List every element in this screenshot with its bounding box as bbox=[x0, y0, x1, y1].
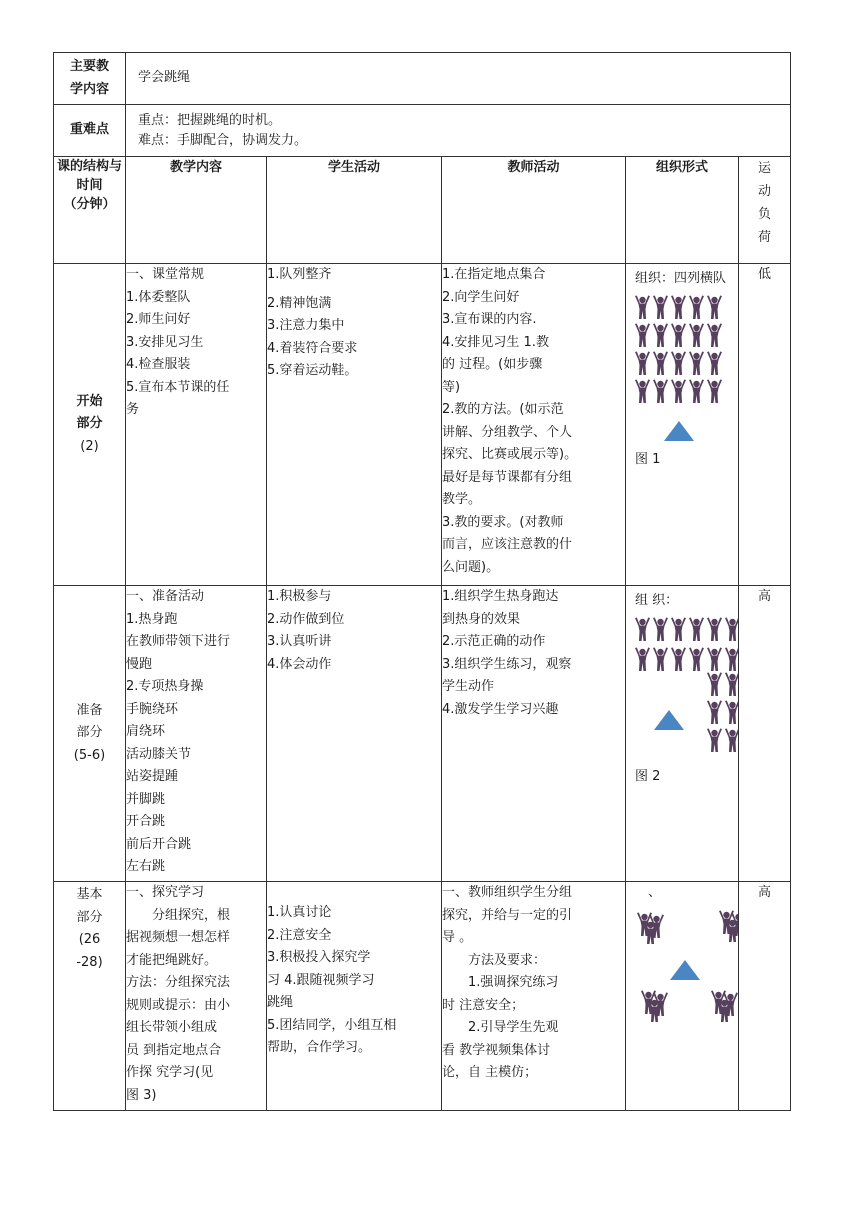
section-name: 开始 部分 (2) bbox=[54, 264, 126, 586]
section-prep-row bbox=[54, 586, 791, 882]
org-label: 组 织： bbox=[635, 593, 679, 608]
student-figure-icon bbox=[670, 617, 687, 642]
student-figure-icon bbox=[670, 295, 687, 320]
student-figure-icon bbox=[670, 323, 687, 348]
student-figure-icon bbox=[688, 323, 705, 348]
student-figure-icon bbox=[688, 295, 705, 320]
formation-diagram-3 bbox=[626, 882, 738, 1109]
key-point: 重点：把握跳绳的时机。 bbox=[138, 112, 282, 128]
section-name: 准备 部分 (5-6) bbox=[54, 586, 126, 882]
org-label: 组织：四列横队 bbox=[635, 271, 727, 286]
student-figure-icon bbox=[688, 617, 705, 642]
student-figure-icon bbox=[724, 728, 739, 753]
header-load: 运 动 负 荷 bbox=[739, 157, 791, 264]
section-basic-row bbox=[54, 882, 791, 1111]
teacher-activity: 1.在指定地点集合 2.向学生问好 3.宣布课的内容. 4.安排见习生 1.教 的 过程。(如步骤 等) 2.教的方法。(如示范 讲解、分组教学、个人 探究、比赛或展示等)。 最好是每节课都有分组 教学。 3.教的要求。(对教师 而言，应该注意教的什 么问题)。 bbox=[442, 264, 626, 586]
student-figure-icon bbox=[670, 351, 687, 376]
difficult-point: 难点：手脚配合，协调发力。 bbox=[138, 132, 308, 148]
student-figure-icon bbox=[724, 918, 739, 943]
exercise-load: 高 bbox=[739, 586, 791, 882]
student-figure-icon bbox=[706, 295, 723, 320]
student-figure-icon bbox=[646, 998, 663, 1023]
figure-caption: 图 1 bbox=[635, 452, 661, 467]
header-structure: 课的结构与 时间 （分钟） bbox=[54, 157, 126, 264]
student-figure-icon bbox=[724, 647, 739, 672]
org-label: 、 bbox=[648, 885, 662, 900]
header-content: 教学内容 bbox=[126, 157, 267, 264]
student-figure-icon bbox=[716, 998, 733, 1023]
student-activity: 1.积极参与 2.动作做到位 3.认真听讲 4.体会动作 bbox=[267, 586, 442, 882]
teacher-activity: 1.组织学生热身跑达 到热身的效果 2.示范正确的动作 3.组织学生练习，观察 学生动作 4.激发学生学习兴趣 bbox=[442, 586, 626, 882]
student-figure-icon bbox=[706, 672, 723, 697]
main-content-row bbox=[54, 53, 791, 105]
teacher-triangle-icon bbox=[654, 710, 684, 730]
student-figure-icon bbox=[634, 647, 651, 672]
student-figure-icon bbox=[652, 647, 669, 672]
teacher-activity: 一、教师组织学生分组 探究，并给与一定的引 导 。 方法及要求： 1.强调探究练习 时 注意安全； 2.引导学生先观 看 教学视频集体讨 论，自 主模仿； bbox=[442, 882, 626, 1111]
teacher-triangle-icon bbox=[664, 421, 694, 441]
teacher-triangle-icon bbox=[670, 960, 700, 980]
formation-diagram-2 bbox=[626, 586, 738, 880]
teaching-content: 一、课堂常规 1.体委整队 2.师生问好 3.安排见习生 4.检查服装 5.宣布本节课的任 务 bbox=[126, 264, 267, 586]
organization-form bbox=[626, 264, 739, 586]
student-figure-icon bbox=[634, 617, 651, 642]
student-figure-icon bbox=[706, 379, 723, 404]
student-figure-icon bbox=[634, 295, 651, 320]
student-figure-icon bbox=[724, 700, 739, 725]
main-content-value: 学会跳绳 bbox=[126, 53, 791, 105]
student-figure-icon bbox=[652, 617, 669, 642]
exercise-load: 低 bbox=[739, 264, 791, 586]
student-figure-icon bbox=[724, 672, 739, 697]
student-figure-icon bbox=[670, 379, 687, 404]
key-points-row bbox=[54, 105, 791, 157]
student-activity: 1.认真讨论 2.注意安全 3.积极投入探究学 习 4.跟随视频学习 跳绳 5.团结同学，小组互相 帮助，合作学习。 bbox=[267, 882, 442, 1111]
key-points-value bbox=[126, 105, 791, 157]
student-figure-icon bbox=[706, 647, 723, 672]
student-figure-icon bbox=[634, 323, 651, 348]
student-figure-icon bbox=[642, 920, 659, 945]
student-figure-icon bbox=[652, 351, 669, 376]
header-org: 组织形式 bbox=[626, 157, 739, 264]
student-figure-icon bbox=[706, 323, 723, 348]
section-name: 基本 部分 (26 -28) bbox=[54, 882, 126, 1111]
student-figure-icon bbox=[652, 295, 669, 320]
student-figure-icon bbox=[688, 379, 705, 404]
student-figure-icon bbox=[706, 351, 723, 376]
organization-form bbox=[626, 882, 739, 1111]
organization-form bbox=[626, 586, 739, 882]
student-figure-icon bbox=[706, 728, 723, 753]
section-start-row bbox=[54, 264, 791, 586]
formation-diagram-1 bbox=[626, 264, 738, 584]
student-figure-icon bbox=[652, 323, 669, 348]
student-figure-icon bbox=[706, 617, 723, 642]
student-figure-icon bbox=[670, 647, 687, 672]
header-row bbox=[54, 157, 791, 264]
student-figure-icon bbox=[652, 379, 669, 404]
student-figure-icon bbox=[634, 379, 651, 404]
student-figure-icon bbox=[634, 351, 651, 376]
student-figure-icon bbox=[724, 617, 739, 642]
header-student: 学生活动 bbox=[267, 157, 442, 264]
student-figure-icon bbox=[688, 647, 705, 672]
teaching-content: 一、准备活动 1.热身跑 在教师带领下进行 慢跑 2.专项热身操 手腕绕环 肩绕环 活动膝关节 站姿提踵 并脚跳 开合跳 前后开合跳 左右跳 bbox=[126, 586, 267, 882]
exercise-load: 高 bbox=[739, 882, 791, 1111]
teaching-content: 一、探究学习 分组探究，根 据视频想一想怎样 才能把绳跳好。 方法：分组探究法 规则或提示：由小 组长带领小组成 员 到指定地点合 作探 究学习(见 图 3) bbox=[126, 882, 267, 1111]
student-figure-icon bbox=[706, 700, 723, 725]
key-points-label: 重难点 bbox=[54, 105, 126, 157]
header-teacher: 教师活动 bbox=[442, 157, 626, 264]
lesson-plan-table bbox=[53, 52, 791, 1111]
student-activity: 1.队列整齐 2.精神饱满 3.注意力集中 4.着装符合要求 5.穿着运动鞋。 bbox=[267, 264, 442, 586]
main-content-label: 主要教 学内容 bbox=[54, 53, 126, 105]
student-figure-icon bbox=[688, 351, 705, 376]
figure-caption: 图 2 bbox=[635, 769, 661, 784]
